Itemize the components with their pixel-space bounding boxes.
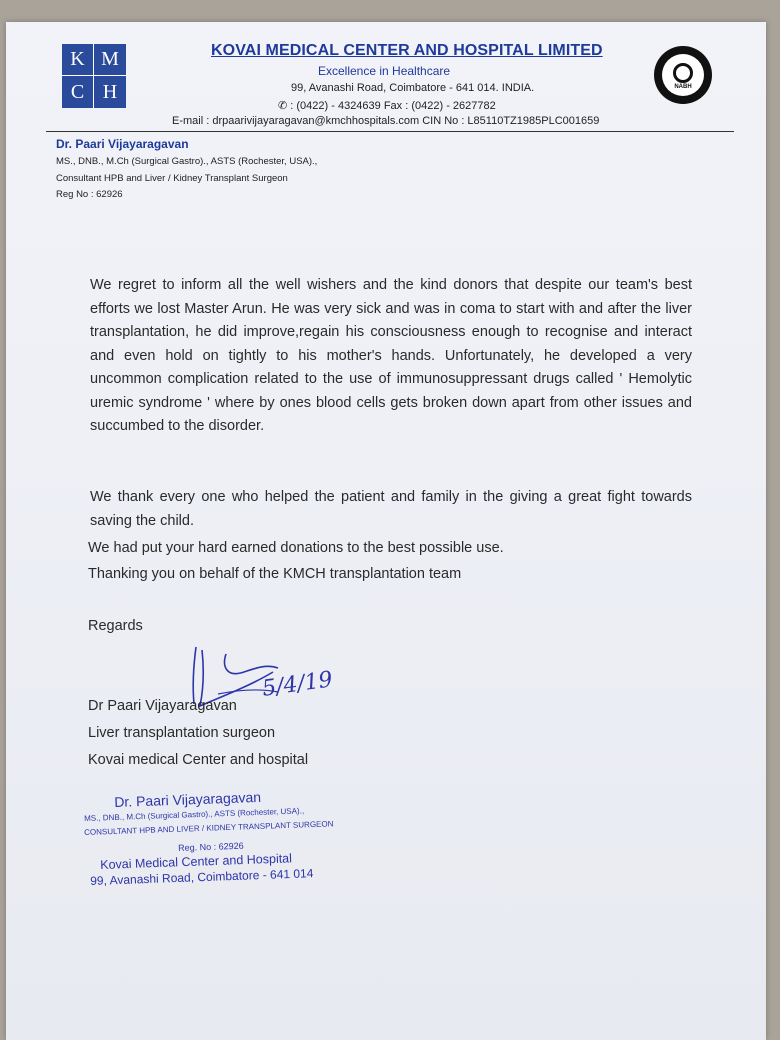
stamp-address: 99, Avanashi Road, Coimbatore - 641 014: [90, 866, 314, 888]
phone-fax: ✆ : (0422) - 4324639 Fax : (0422) - 2627782: [278, 100, 496, 112]
stamp-org: Kovai Medical Center and Hospital: [100, 851, 293, 872]
letter-line-thanks: Thanking you on behalf of the KMCH transplantation team: [88, 566, 462, 582]
kmch-logo: [62, 44, 126, 108]
letter-page: [6, 22, 766, 1040]
stamp-designation: CONSULTANT HPB AND LIVER / KIDNEY TRANSPLANT SURGEON: [84, 819, 334, 837]
header-divider: [46, 131, 734, 132]
stamp-qualifications: MS., DNB., M.Ch (Surgical Gastro)., ASTS (Rochester, USA).,: [84, 806, 305, 823]
logo-letter: C: [62, 76, 94, 108]
logo-letter: K: [62, 44, 94, 76]
signoff-org: Kovai medical Center and hospital: [88, 752, 309, 768]
letter-line-donations: We had put your hard earned donations to the best possible use.: [88, 540, 504, 556]
handwritten-date: 5/4/19: [260, 667, 335, 702]
doctor-reg-no: Reg No : 62926: [56, 189, 123, 200]
signoff-name: Dr Paari Vijayaragavan: [88, 698, 237, 714]
email-cin: E-mail : drpaarivijayaragavan@kmchhospitals.com CIN No : L85110TZ1985PLC001659: [172, 115, 600, 127]
stamp-reg: Reg. No : 62926: [178, 840, 244, 853]
stamp-name: Dr. Paari Vijayaragavan: [114, 788, 262, 810]
letter-paragraph-1: We regret to inform all the well wishers and the kind donors that despite our team's best efforts we lost Master Arun. He was very sick and was in coma to start with and after the liver transplantation, he did improve,regain his consciousness enough to recognise and interact and even hold on tightly to his mother's hands. Unfortunately, he developed a very uncommon complication related to the use of immunosuppressant drugs called ' Hemolytic uremic syndrome ' where by ones blood cells gets broken down apart from other issues and succumbed to the disorder.: [90, 277, 692, 434]
hospital-name: KOVAI MEDICAL CENTER AND HOSPITAL LIMITED: [211, 42, 603, 59]
doctor-designation: Consultant HPB and Liver / Kidney Transplant Surgeon: [56, 173, 288, 184]
doctor-name: Dr. Paari Vijayaragavan: [56, 137, 189, 151]
doctor-qualifications: MS., DNB., M.Ch (Surgical Gastro)., ASTS (Rochester, USA).,: [56, 156, 318, 167]
tagline: Excellence in Healthcare: [318, 64, 451, 78]
signoff-title: Liver transplantation surgeon: [88, 725, 276, 741]
regards: Regards: [88, 618, 143, 634]
hospital-address: 99, Avanashi Road, Coimbatore - 641 014. INDIA.: [291, 82, 535, 94]
letter-paragraph-2: We thank every one who helped the patient and family in the giving a great fight towards saving the child.: [90, 489, 692, 529]
logo-letter: H: [102, 80, 118, 103]
logo-letter: M: [94, 44, 126, 76]
nabh-label: NABH: [674, 84, 692, 90]
nabh-seal-icon: [654, 46, 712, 104]
